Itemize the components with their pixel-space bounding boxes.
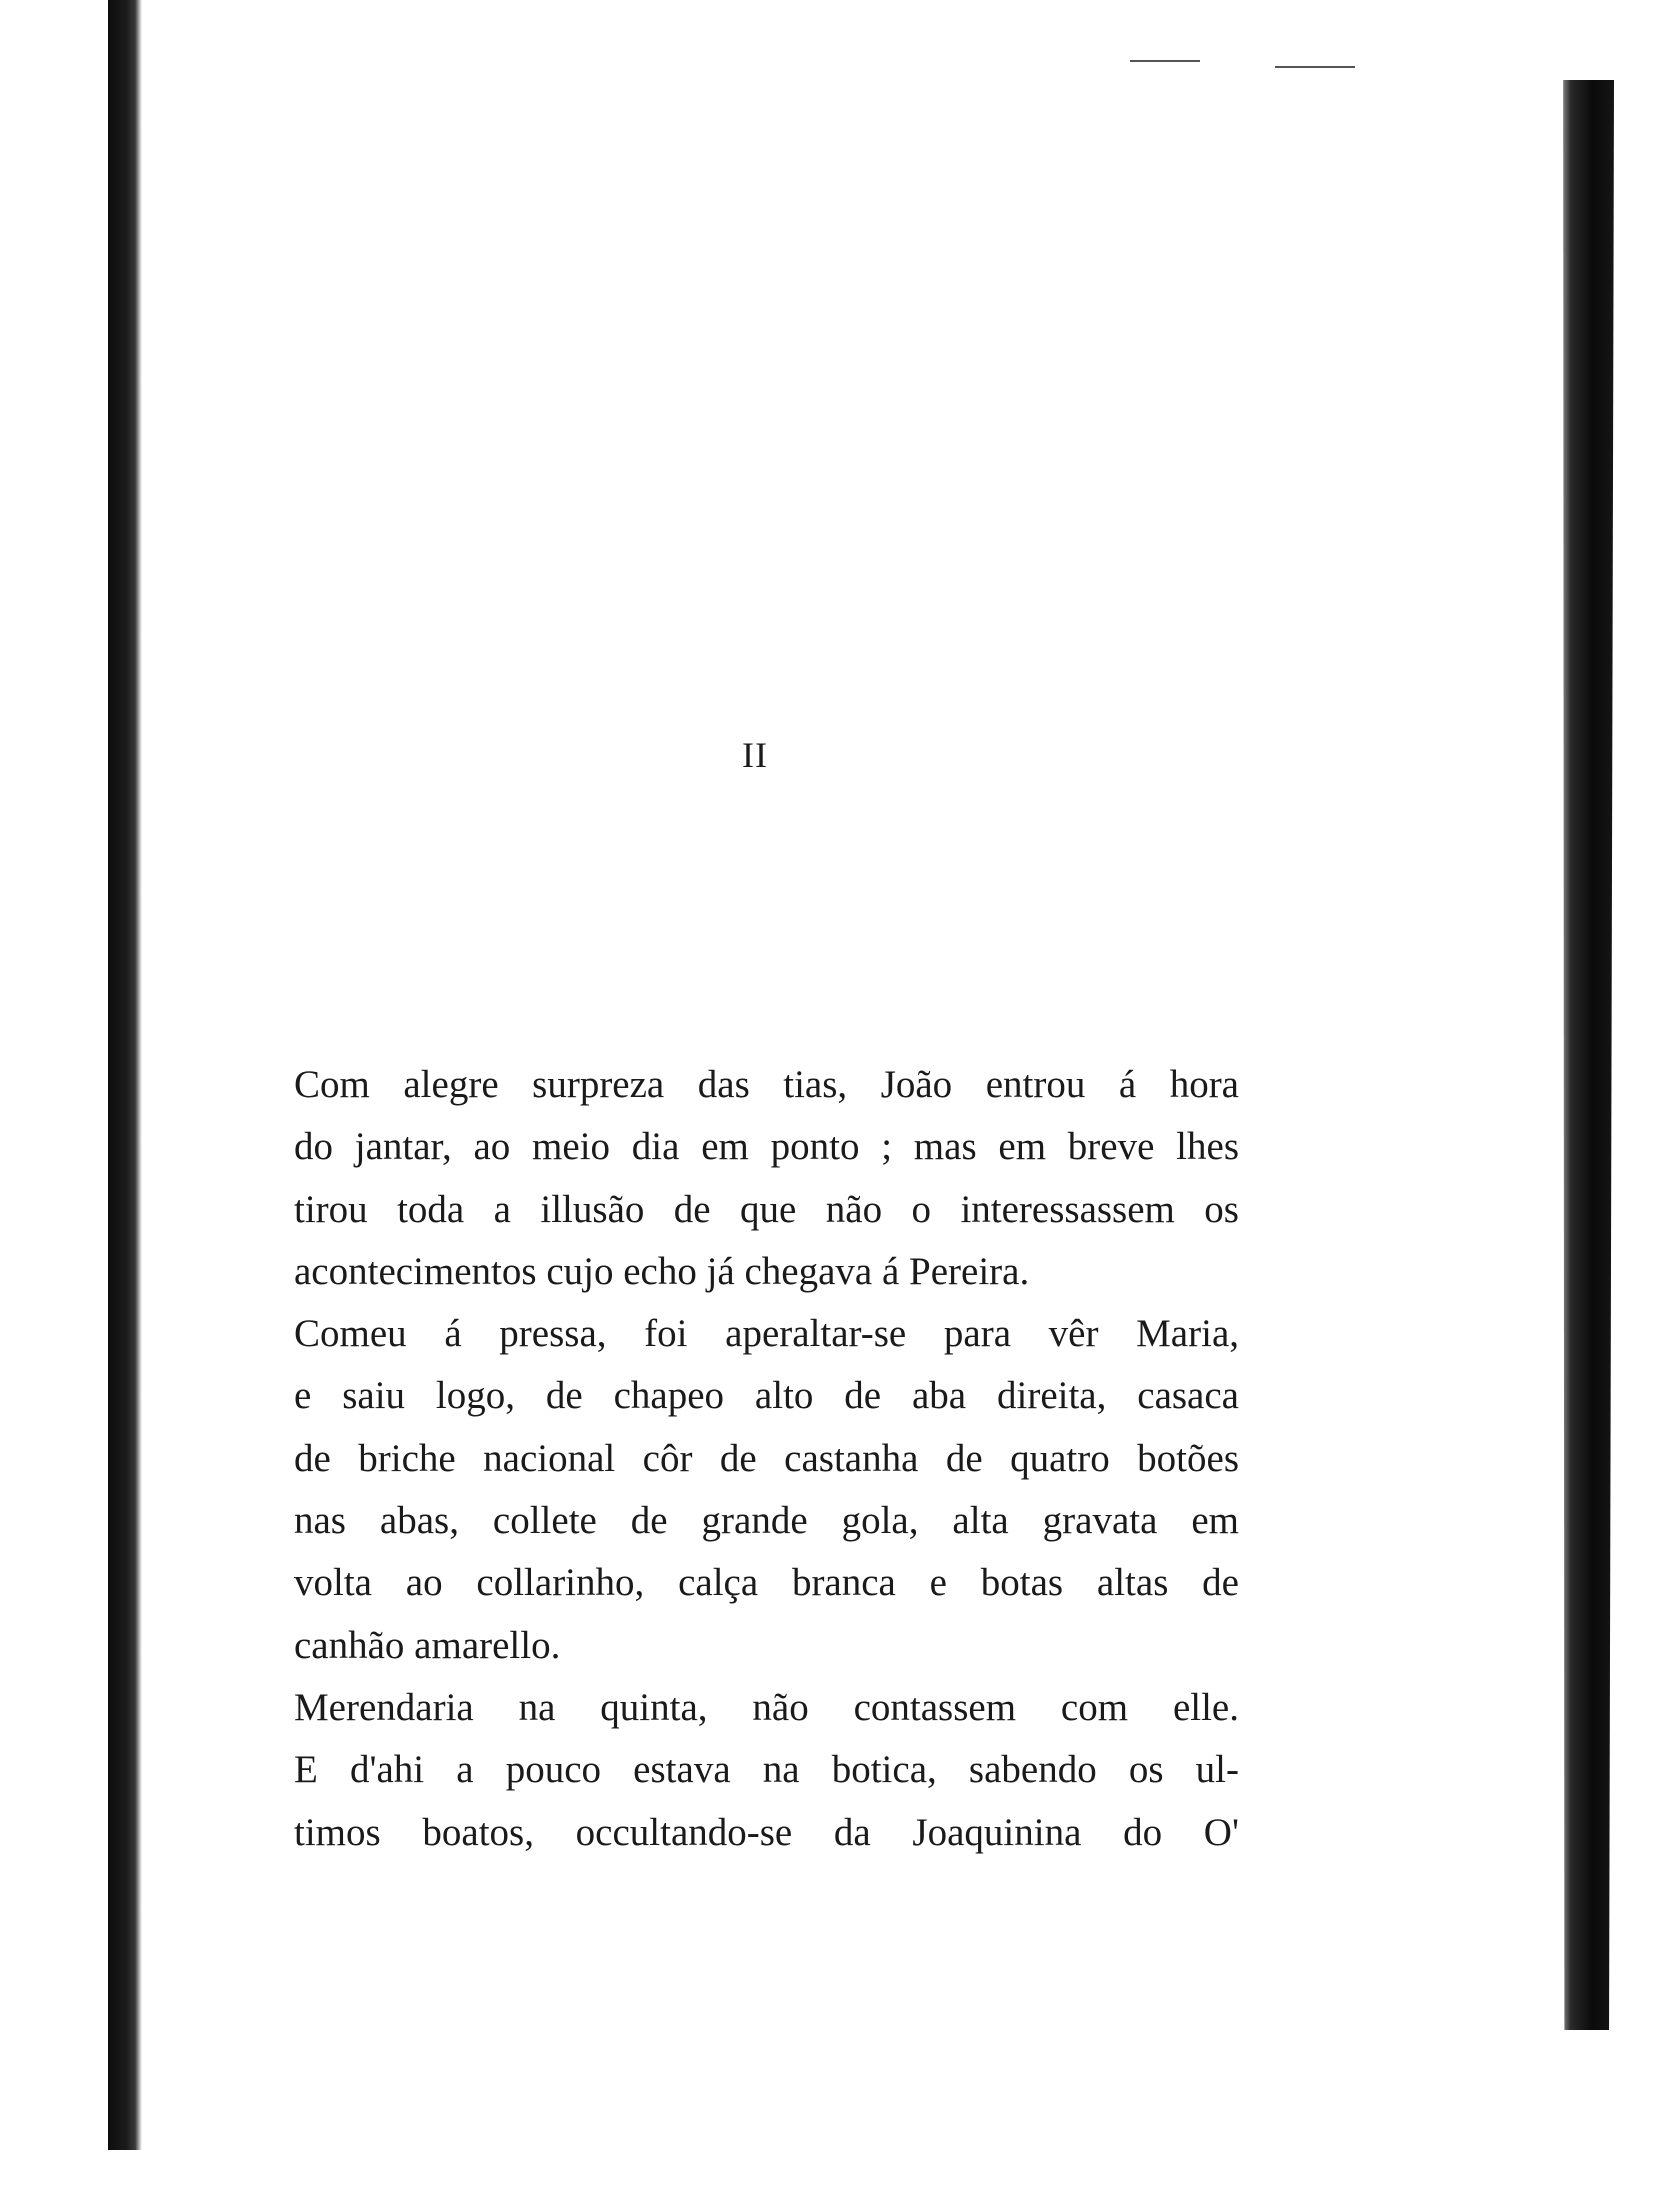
body-text: [294, 1054, 1239, 1864]
text-line: E d'ahi a pouco estava na botica, sabendo os ul-: [294, 1748, 1239, 1792]
text-line: Comeu á pressa, foi aperaltar-se para vêr Maria,: [294, 1312, 1239, 1356]
scan-mark: [1275, 66, 1355, 68]
text-line: Com alegre surpreza das tias, João entrou á hora: [294, 1063, 1239, 1106]
text-line: volta ao collarinho, calça branca e botas altas de: [294, 1561, 1239, 1605]
text-line: Merendaria na quinta, não contassem com elle.: [294, 1685, 1239, 1729]
text-line: e saiu logo, de chapeo alto de aba direita, casaca: [294, 1374, 1239, 1418]
text-line: tirou toda a illusão de que não o interessassem os: [294, 1187, 1239, 1231]
text-line: canhão amarello.: [294, 1623, 561, 1667]
text-line: do jantar, ao meio dia em ponto ; mas em breve lhes: [294, 1125, 1239, 1169]
page-gutter-shadow-right: [1552, 80, 1614, 2030]
text-line: nas abas, collete de grande gola, alta gravata em: [294, 1499, 1239, 1543]
text-line: de briche nacional côr de castanha de quatro botões: [294, 1436, 1239, 1480]
page-gutter-shadow-left: [108, 0, 142, 2150]
scan-mark: [1130, 60, 1200, 62]
text-line: timos boatos, occultando-se da Joaquinina do O': [294, 1810, 1239, 1854]
text-line: acontecimentos cujo echo já chegava á Pereira.: [294, 1249, 1030, 1293]
chapter-number: II: [742, 735, 768, 775]
